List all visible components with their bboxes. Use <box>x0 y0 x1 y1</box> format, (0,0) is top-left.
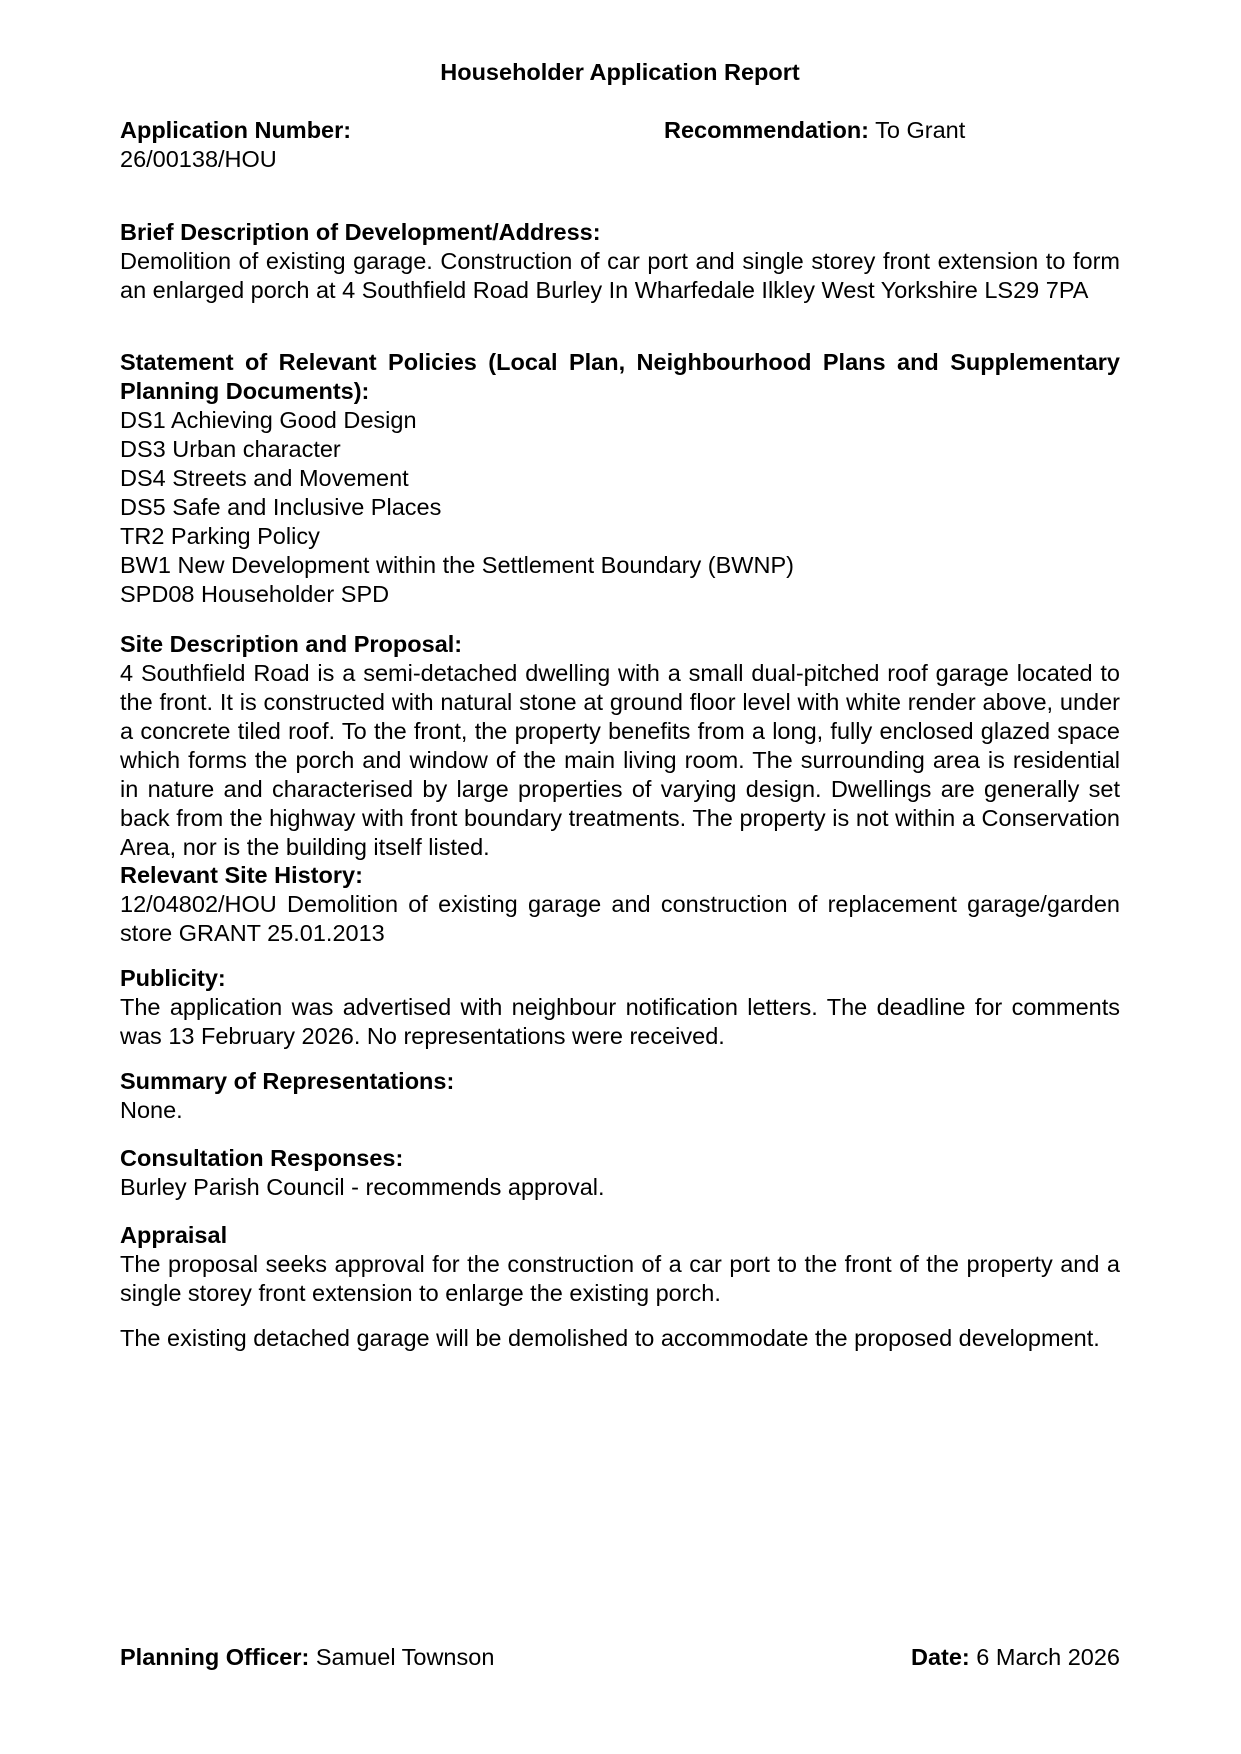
representations-section <box>120 1067 1120 1125</box>
planning-officer-name: Samuel Townson <box>315 1644 495 1670</box>
policy-item: DS5 Safe and Inclusive Places <box>120 494 442 520</box>
publicity-text: The application was advertised with neighbour notification letters. The deadline for comments was 13 February 2026. No representations were received. <box>120 994 1120 1049</box>
consultation-heading: Consultation Responses: <box>120 1145 404 1171</box>
policy-item: DS4 Streets and Movement <box>120 465 409 491</box>
policies-heading: Statement of Relevant Policies (Local Plan, Neighbourhood Plans and Supplementary Planning Documents): <box>120 349 1120 404</box>
date-value: 6 March 2026 <box>976 1644 1120 1670</box>
representations-heading: Summary of Representations: <box>120 1068 455 1094</box>
representations-text: None. <box>120 1097 183 1123</box>
publicity-section <box>120 964 1120 1051</box>
application-number-value: 26/00138/HOU <box>120 146 277 172</box>
site-description-heading: Site Description and Proposal: <box>120 631 463 657</box>
report-page <box>120 0 1120 1754</box>
site-history-heading: Relevant Site History: <box>120 862 363 888</box>
date-block <box>911 1643 1120 1672</box>
brief-description-heading: Brief Description of Development/Address: <box>120 219 601 245</box>
site-description-section <box>120 630 1120 862</box>
site-history-section <box>120 861 1120 948</box>
site-history-text: 12/04802/HOU Demolition of existing garage and construction of replacement garage/garden store GRANT 25.01.2013 <box>120 891 1120 946</box>
policies-section <box>120 348 1120 609</box>
appraisal-continued <box>120 1324 1120 1353</box>
page-title: Householder Application Report <box>440 59 800 85</box>
date-label: Date: <box>911 1644 970 1670</box>
consultation-text: Burley Parish Council - recommends approval. <box>120 1174 605 1200</box>
brief-description-section <box>120 218 1120 305</box>
recommendation-label: Recommendation: <box>664 117 869 143</box>
appraisal-section <box>120 1221 1120 1308</box>
publicity-heading: Publicity: <box>120 965 226 991</box>
application-number-block <box>120 116 620 174</box>
recommendation-value: To Grant <box>875 117 966 143</box>
recommendation-block <box>664 116 1120 145</box>
site-description-text: 4 Southfield Road is a semi-detached dwelling with a small dual-pitched roof garage located to the front. It is constructed with natural stone at ground floor level with white render above, under a concrete tiled roof. To the front, the property benefits from a long, fully enclosed glazed space which forms the porch and window of the main living room. The surrounding area is residential in nature and characterised by large properties of varying design. Dwellings are generally set back from the highway with front boundary treatments. The property is not within a Conservation Area, nor is the building itself listed. <box>120 660 1120 860</box>
policy-item: SPD08 Householder SPD <box>120 581 390 607</box>
appraisal-paragraph: The proposal seeks approval for the construction of a car port to the front of the property and a single storey front extension to enlarge the existing porch. <box>120 1251 1120 1306</box>
planning-officer-label: Planning Officer: <box>120 1644 310 1670</box>
planning-officer-block <box>120 1643 494 1672</box>
appraisal-heading: Appraisal <box>120 1222 228 1248</box>
appraisal-paragraph: The existing detached garage will be demolished to accommodate the proposed development. <box>120 1325 1100 1351</box>
policy-item: DS3 Urban character <box>120 436 341 462</box>
consultation-section <box>120 1144 1120 1202</box>
policy-item: BW1 New Development within the Settlement Boundary (BWNP) <box>120 552 794 578</box>
policy-item: DS1 Achieving Good Design <box>120 407 417 433</box>
brief-description-text: Demolition of existing garage. Construction of car port and single storey front extension to form an enlarged porch at 4 Southfield Road Burley In Wharfedale Ilkley West Yorkshire LS29 7PA <box>120 248 1120 303</box>
policy-item: TR2 Parking Policy <box>120 523 320 549</box>
policy-list <box>120 406 1120 609</box>
application-number-label: Application Number: <box>120 117 352 143</box>
